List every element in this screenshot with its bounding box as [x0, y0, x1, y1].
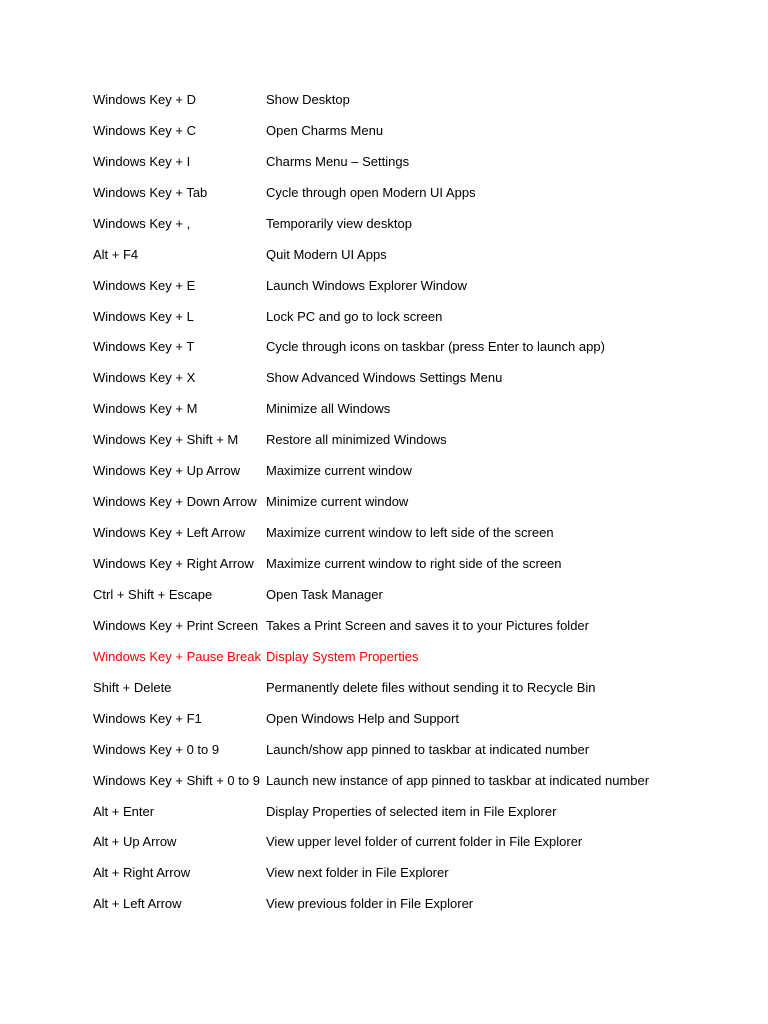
shortcut-row [93, 239, 733, 270]
shortcut-row [93, 827, 733, 858]
shortcut-description: Cycle through open Modern UI Apps [266, 184, 476, 200]
shortcut-keys: Ctrl + Shift + Escape [93, 586, 213, 602]
shortcut-row [93, 115, 733, 146]
shortcut-description: Show Desktop [266, 91, 350, 107]
shortcut-keys: Windows Key + Shift + 0 to 9 [93, 772, 260, 788]
shortcut-keys: Windows Key + T [93, 339, 195, 355]
shortcut-row [93, 796, 733, 827]
shortcut-keys: Windows Key + Left Arrow [93, 525, 246, 541]
shortcut-description: Open Charms Menu [266, 122, 384, 138]
shortcut-row [93, 857, 733, 888]
shortcut-row [93, 208, 733, 239]
shortcut-description: View next folder in File Explorer [266, 865, 449, 881]
shortcut-description: Show Advanced Windows Settings Menu [266, 370, 503, 386]
shortcut-row [93, 517, 733, 548]
shortcut-row [93, 455, 733, 486]
shortcut-keys: Windows Key + F1 [93, 710, 202, 726]
shortcut-keys: Windows Key + , [93, 215, 191, 231]
shortcut-row [93, 703, 733, 734]
shortcut-row [93, 486, 733, 517]
shortcut-keys: Windows Key + M [93, 401, 198, 417]
shortcut-keys: Windows Key + Up Arrow [93, 463, 241, 479]
shortcut-description: Cycle through icons on taskbar (press Enter to launch app) [266, 339, 605, 355]
shortcut-keys: Alt + Up Arrow [93, 834, 177, 850]
shortcut-row [93, 301, 733, 332]
shortcut-description: Minimize all Windows [266, 401, 391, 417]
shortcut-keys: Windows Key + Shift + M [93, 432, 239, 448]
shortcut-description: Display System Properties [266, 648, 419, 664]
shortcut-keys: Windows Key + Pause Break [93, 648, 261, 664]
shortcut-keys: Windows Key + Right Arrow [93, 556, 254, 572]
shortcut-description: Lock PC and go to lock screen [266, 308, 443, 324]
shortcut-keys: Windows Key + I [93, 153, 191, 169]
shortcut-row [93, 765, 733, 796]
shortcut-description: Launch Windows Explorer Window [266, 277, 467, 293]
shortcut-description: Quit Modern UI Apps [266, 246, 387, 262]
shortcut-keys: Shift + Delete [93, 679, 172, 695]
shortcut-list [93, 84, 733, 919]
shortcut-keys: Windows Key + C [93, 122, 196, 138]
shortcut-keys: Windows Key + L [93, 308, 194, 324]
shortcut-row [93, 84, 733, 115]
shortcut-description: Open Windows Help and Support [266, 710, 459, 726]
shortcut-description: Maximize current window to right side of the screen [266, 556, 562, 572]
shortcut-description: Maximize current window to left side of the screen [266, 525, 554, 541]
shortcut-row [93, 177, 733, 208]
shortcut-keys: Windows Key + Print Screen [93, 617, 259, 633]
shortcut-description: Permanently delete files without sending it to Recycle Bin [266, 679, 596, 695]
shortcut-row [93, 332, 733, 363]
shortcut-description: Display Properties of selected item in File Explorer [266, 803, 557, 819]
shortcut-row [93, 579, 733, 610]
shortcut-keys: Alt + F4 [93, 246, 139, 262]
shortcut-row [93, 888, 733, 919]
shortcut-description: Maximize current window [266, 463, 412, 479]
shortcut-row [93, 146, 733, 177]
shortcut-row [93, 424, 733, 455]
shortcut-description: View upper level folder of current folder in File Explorer [266, 834, 583, 850]
shortcut-keys: Windows Key + 0 to 9 [93, 741, 220, 757]
shortcut-keys: Windows Key + Down Arrow [93, 494, 257, 510]
shortcut-keys: Windows Key + D [93, 91, 196, 107]
shortcut-description: Minimize current window [266, 494, 409, 510]
shortcut-row [93, 610, 733, 641]
shortcut-keys: Alt + Left Arrow [93, 896, 182, 912]
shortcut-row [93, 672, 733, 703]
shortcut-description: Charms Menu – Settings [266, 153, 410, 169]
shortcut-row [93, 362, 733, 393]
shortcut-description: View previous folder in File Explorer [266, 896, 474, 912]
shortcut-description: Open Task Manager [266, 586, 383, 602]
shortcut-description: Temporarily view desktop [266, 215, 412, 231]
shortcut-row [93, 641, 733, 672]
shortcut-row [93, 548, 733, 579]
shortcut-description: Launch new instance of app pinned to taskbar at indicated number [266, 772, 650, 788]
shortcut-keys: Alt + Enter [93, 803, 155, 819]
shortcut-description: Launch/show app pinned to taskbar at indicated number [266, 741, 590, 757]
shortcut-keys: Alt + Right Arrow [93, 865, 191, 881]
shortcut-keys: Windows Key + E [93, 277, 196, 293]
shortcut-description: Restore all minimized Windows [266, 432, 447, 448]
shortcut-keys: Windows Key + X [93, 370, 196, 386]
shortcut-row [93, 393, 733, 424]
shortcut-row [93, 270, 733, 301]
shortcut-description: Takes a Print Screen and saves it to your Pictures folder [266, 617, 589, 633]
shortcut-row [93, 734, 733, 765]
shortcut-keys: Windows Key + Tab [93, 184, 208, 200]
